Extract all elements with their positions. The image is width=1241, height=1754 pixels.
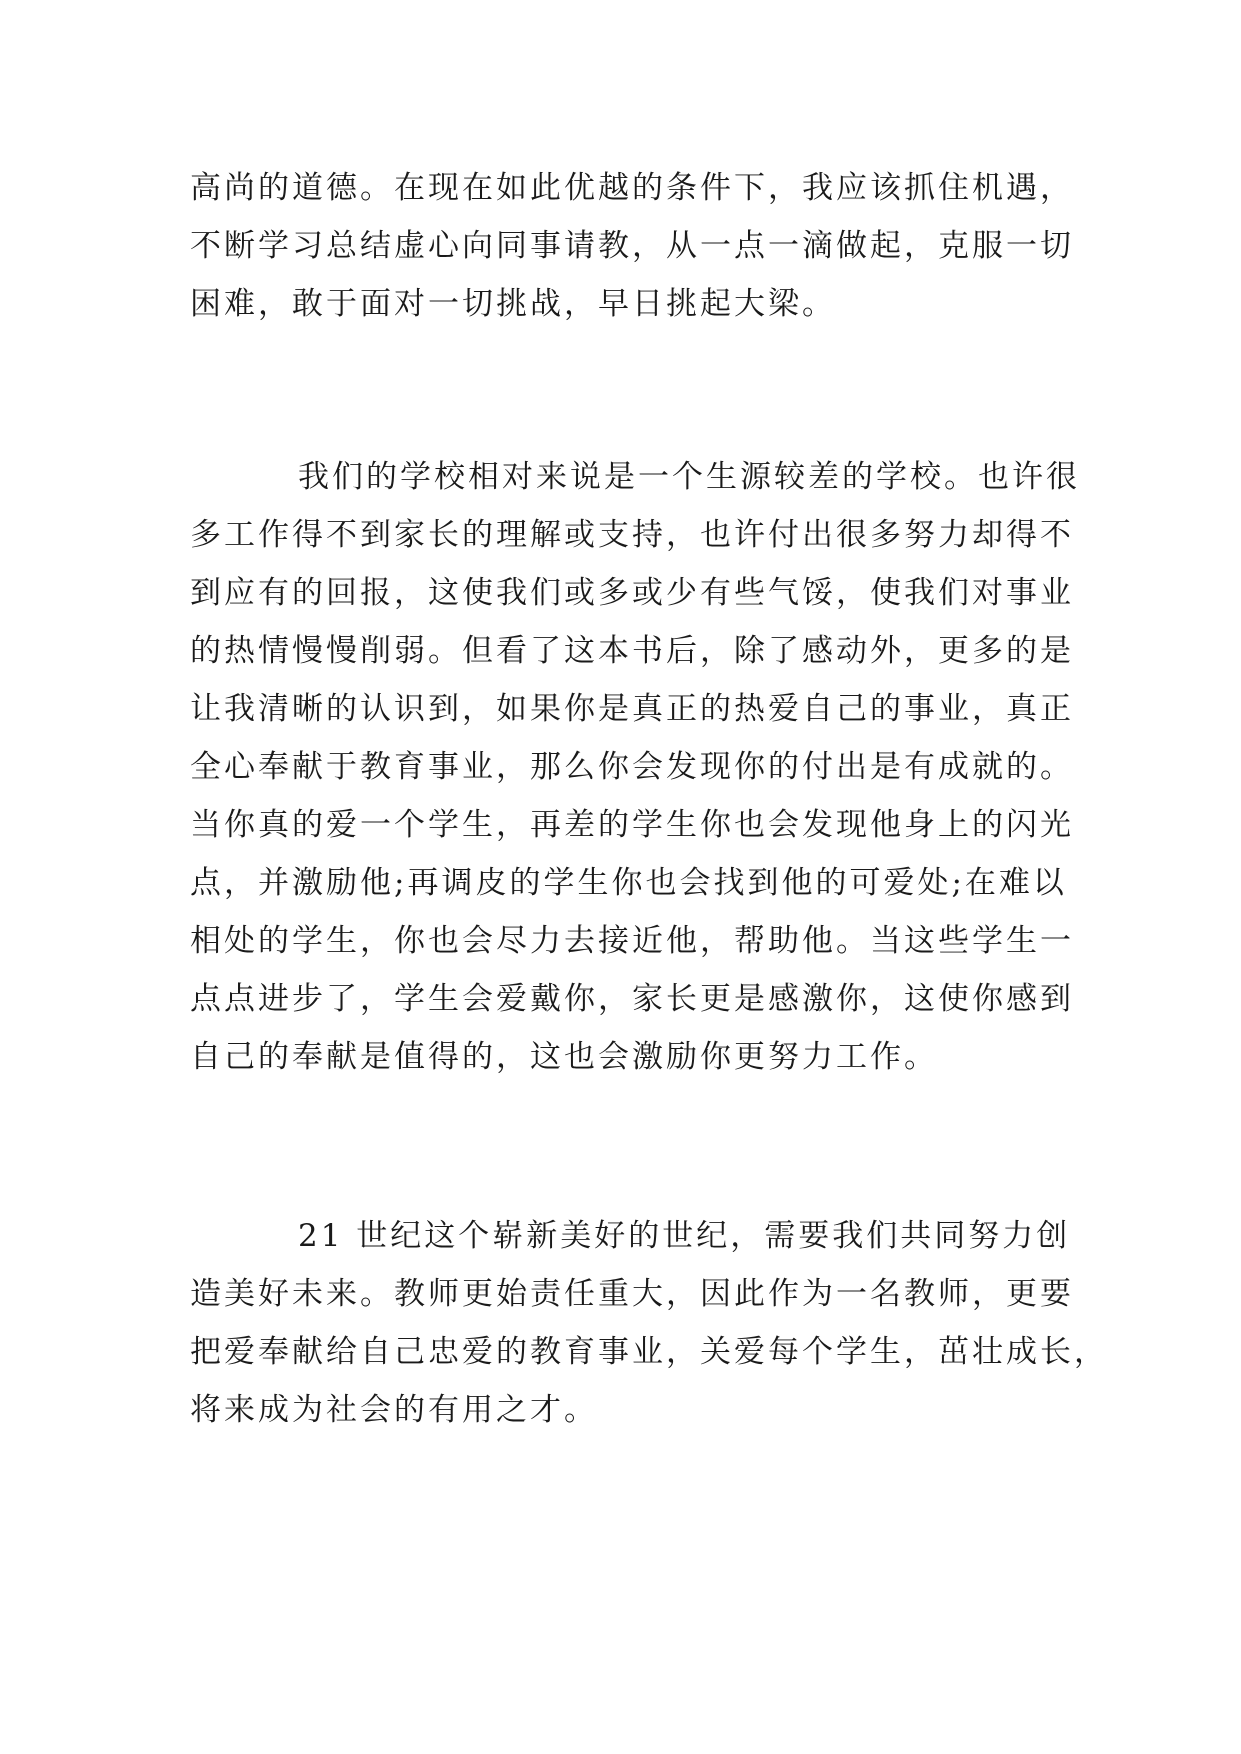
paragraph-line: 让我清晰的认识到，如果你是真正的热爱自己的事业，真正 xyxy=(190,691,1074,727)
paragraph-line: 点，并激励他;再调皮的学生你也会找到他的可爱处;在难以 xyxy=(190,865,1067,901)
paragraph-line: 21 世纪这个崭新美好的世纪，需要我们共同努力创 xyxy=(298,1218,1071,1254)
paragraph-line: 点点进步了，学生会爱戴你，家长更是感激你，这使你感到 xyxy=(190,981,1074,1017)
paragraph-line: 多工作得不到家长的理解或支持，也许付出很多努力却得不 xyxy=(190,517,1074,553)
paragraph-line: 高尚的道德。在现在如此优越的条件下，我应该抓住机遇， xyxy=(190,170,1074,206)
paragraph-line: 造美好未来。教师更始责任重大，因此作为一名教师，更要 xyxy=(190,1276,1074,1312)
paragraph-line: 的热情慢慢削弱。但看了这本书后，除了感动外，更多的是 xyxy=(190,633,1074,669)
paragraph-1 xyxy=(190,159,1074,333)
paragraph-line: 把爱奉献给自己忠爱的教育事业，关爱每个学生，茁壮成长， xyxy=(190,1334,1108,1370)
paragraph-line: 当你真的爱一个学生，再差的学生你也会发现他身上的闪光 xyxy=(190,807,1074,843)
paragraph-line: 相处的学生，你也会尽力去接近他，帮助他。当这些学生一 xyxy=(190,923,1074,959)
paragraph-line: 不断学习总结虚心向同事请教，从一点一滴做起，克服一切 xyxy=(190,228,1074,264)
paragraph-line: 我们的学校相对来说是一个生源较差的学校。也许很 xyxy=(298,459,1080,495)
paragraph-line: 全心奉献于教育事业，那么你会发现你的付出是有成就的。 xyxy=(190,749,1074,785)
paragraph-line: 困难，敢于面对一切挑战，早日挑起大梁。 xyxy=(190,286,836,322)
paragraph-line: 自己的奉献是值得的，这也会激励你更努力工作。 xyxy=(190,1039,938,1075)
paragraph-3 xyxy=(190,1207,1108,1439)
paragraph-line: 将来成为社会的有用之才。 xyxy=(190,1392,598,1428)
paragraph-2 xyxy=(190,448,1080,1086)
paragraph-line: 到应有的回报，这使我们或多或少有些气馁，使我们对事业 xyxy=(190,575,1074,611)
